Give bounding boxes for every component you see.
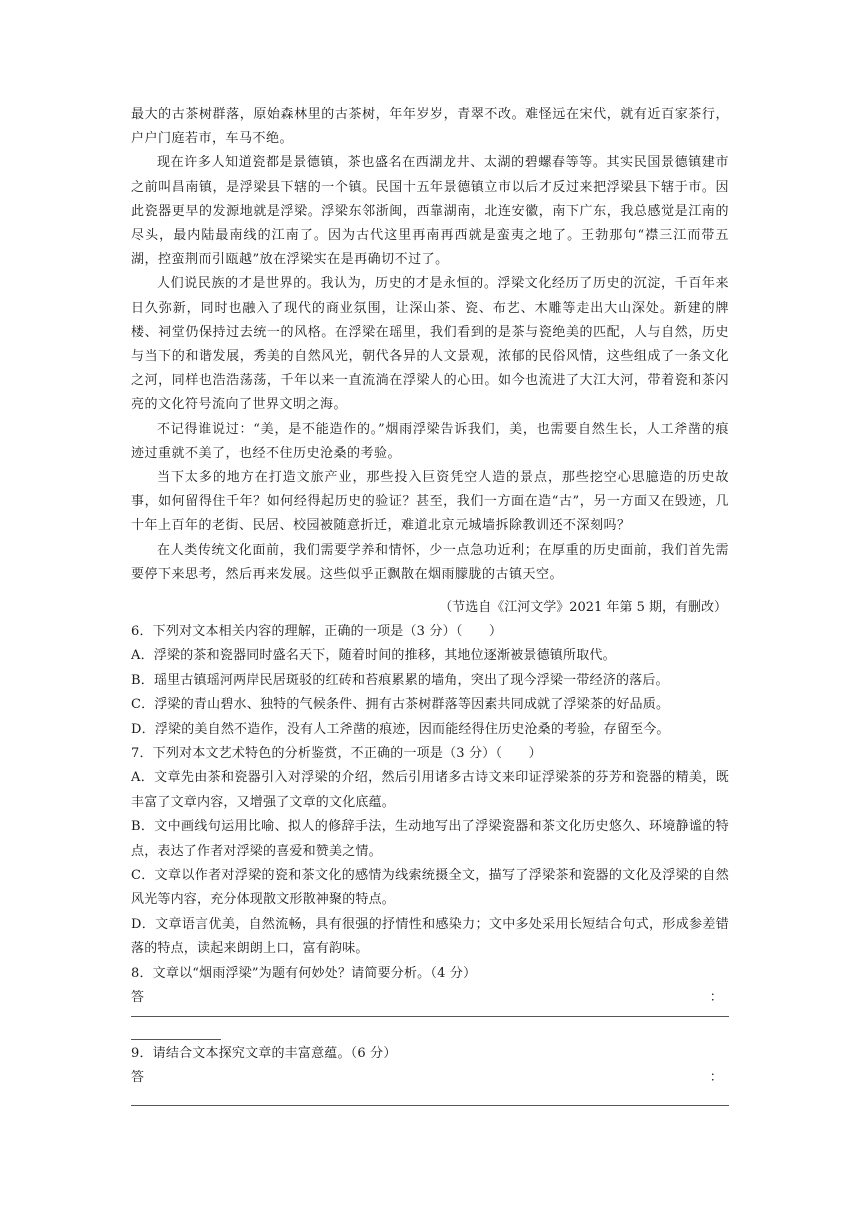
answer-line-rule-short: [131, 1039, 221, 1040]
answer-colon: ：: [709, 990, 723, 1006]
answer-label: 答: [131, 1070, 145, 1086]
question-7-stem: 7．下列对本文艺术特色的分析鉴赏，不正确的一项是（3 分）（ ）: [131, 746, 542, 762]
question-9-stem: 9．请结合文本探究文章的丰富意蕴。（6 分）: [131, 1046, 397, 1061]
question-7-option-b: B．文中画线句运用比喻、拟人的修辞手法，生动地写出了浮梁瓷器和茶文化历史悠久、环境静谧的特点，表达了作者对浮梁的喜爱和赞美之情。: [131, 819, 729, 859]
article-paragraph: 在人类传统文化面前，我们需要学养和情怀，少一点急功近利；在厚重的历史面前，我们首先需要停下来思考，然后再来发展。这些似乎正飘散在烟雨朦胧的古镇天空。: [131, 542, 729, 582]
question-8-answer-area[interactable]: [131, 986, 729, 1010]
question-7-option-d: D．文章语言优美，自然流畅，具有很强的抒情性和感染力；文中多处采用长短结合句式，形成参差错落的特点，读起来朗朗上口，富有韵味。: [131, 916, 729, 957]
questions-section: [131, 620, 729, 1010]
answer-colon: ：: [709, 1070, 723, 1086]
question-7-option-a: A．文章先由茶和瓷器引入对浮梁的介绍，然后引用诸多古诗文来印证浮梁茶的芬芳和瓷器的精美，既丰富了文章内容，又增强了文章的文化底蕴。: [131, 770, 729, 810]
answer-line-rule: [131, 1105, 729, 1106]
question-8-stem: 8．文章以“烟雨浮梁”为题有何妙处？请简要分析。（4 分）: [131, 965, 477, 981]
article-paragraph: 人们说民族的才是世界的。我认为，历史的才是永恒的。浮梁文化经历了历史的沉淀，千百年来日久弥新，同时也融入了现代的商业氛围，让深山茶、瓷、布艺、木雕等走出大山深处。新建的牌楼、祠堂仍保持过去统一的风格。在浮梁在瑶里，我们看到的是茶与瓷绝美的匹配，人与自然，历史与当下的和谐发展，秀美的自然风光，朝代各异的人文景观，浓郁的民俗风情，这些组成了一条文化之河，同样也浩浩荡荡，千年以来一直流淌在浮梁人的心田。如今也流进了大江大河，带着瓷和茶闪亮的文化符号流向了世界文明之海。: [131, 276, 729, 413]
questions-section-9: [131, 1042, 729, 1090]
article-paragraph: 最大的古茶树群落，原始森林里的古茶树，年年岁岁，青翠不改。难怪远在宋代，就有近百家茶行，户户门庭若市，车马不绝。: [131, 107, 729, 147]
question-9-answer-area[interactable]: [131, 1066, 729, 1090]
question-6-option-d: D．浮梁的美自然不造作，没有人工斧凿的痕迹，因而能经得住历史沧桑的考验，存留至今。: [131, 721, 670, 737]
article-paragraph: 当下太多的地方在打造文旅产业，那些投入巨资凭空人造的景点，那些挖空心思臆造的历史故事，如何留得住千年？如何经得起历史的验证？甚至，我们一方面在造“古”，另一方面又在毁迹，几十年上百年的老街、民居、校园被随意折迁，难道北京元城墙拆除教训还不深刻吗？: [131, 470, 729, 534]
question-6-option-c: C．浮梁的青山碧水、独特的气候条件、拥有古茶树群落等因素共同成就了浮梁茶的好品质。: [131, 697, 670, 713]
article-body: [131, 103, 729, 587]
question-6-option-b: B．瑶里古镇瑶河两岸民居斑驳的红砖和苔痕累累的墙角，突出了现今浮梁一带经济的落后。: [131, 672, 669, 688]
answer-label: 答: [131, 990, 145, 1006]
answer-line-rule: [131, 1016, 729, 1017]
question-7-option-c: C．文章以作者对浮梁的瓷和茶文化的感情为线索统摄全文，描写了浮梁茶和瓷器的文化及浮梁的自然风光等内容，充分体现散文形散神聚的特点。: [131, 868, 729, 908]
article-paragraph: 不记得谁说过：“美，是不能造作的。”烟雨浮梁告诉我们，美，也需要自然生长，人工斧凿的痕迹过重就不美了，也经不住历史沧桑的考验。: [131, 421, 729, 461]
article-paragraph: 现在许多人知道瓷都是景德镇，茶也盛名在西湖龙井、太湖的碧螺春等等。其实民国景德镇建市之前叫昌南镇，是浮梁县下辖的一个镇。民国十五年景德镇立市以后才反过来把浮梁县下辖于市。因此瓷器更早的发源地就是浮梁。浮梁东邻浙闽，西靠湖南，北连安徽，南下广东，我总感觉是江南的尽头，最内陆最南线的江南了。因为古代这里再南再西就是蛮夷之地了。王勃那句“襟三江而带五湖，控蛮荆而引瓯越”放在浮梁实在是再确切不过了。: [131, 155, 729, 268]
question-6-stem: 6．下列对文本相关内容的理解，正确的一项是（3 分）（ ）: [131, 624, 503, 639]
question-6-option-a: A．浮梁的茶和瓷器同时盛名天下，随着时间的推移，其地位逐渐被景德镇所取代。: [131, 648, 616, 664]
article-source: （节选自《江河文学》2021 年第 5 期，有删改）: [439, 600, 727, 615]
